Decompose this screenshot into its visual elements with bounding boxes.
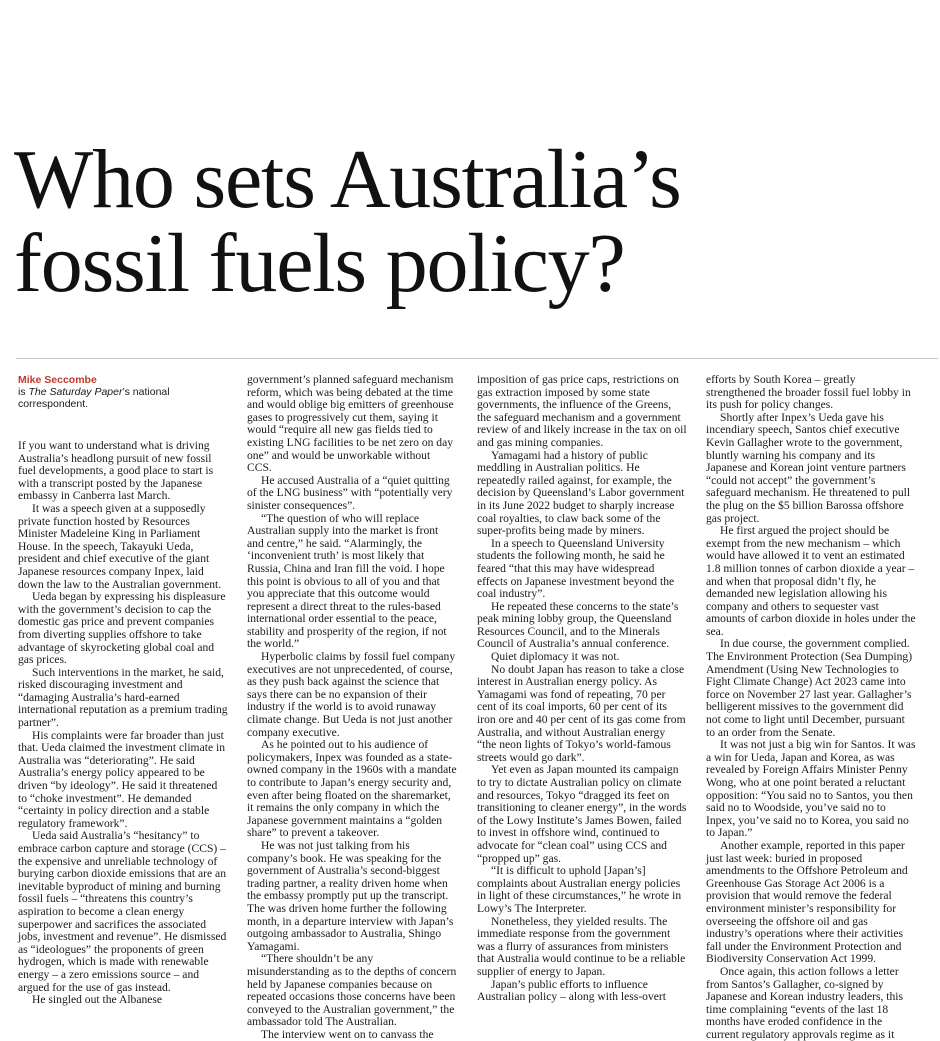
paragraph: Japan’s public efforts to influence Australian policy – along with less-overt	[477, 977, 667, 1004]
paragraph: He first argued the project should be exempt from the new mechanism – which would have allowed it to vent an estimated 1.8 million tonnes of carbon dioxide a year – and when that proposal didn’t fly, he demanded new legislation allowing his company and others to sequester vast amounts of carbon dioxide in holes under the sea.	[706, 524, 916, 638]
paragraph: “There shouldn’t be any misunderstanding as to the depths of concern held by Japanese companies because on repeated occasions those concerns have been conveyed to the Australian government,” the ambassador told The Australian.	[247, 952, 457, 1029]
paragraph: Yamagami had a history of public meddling in Australian politics. He repeatedly railed against, for example, the decision by Queensland’s Labor government in its June 2022 budget to sharply increase coal royalties, to claw back some of the super-profits being made by miners.	[477, 448, 685, 538]
divider-rule	[16, 358, 938, 359]
paragraph: Ueda said Australia’s “hesitancy” to embrace carbon capture and storage (CCS) – the expensive and unreliable technology of burying carbon dioxide emissions that are an inevitable byproduct of mining and burning fossil fuels – “threatens this country’s aspiration to become a clean energy superpower and sacrifices the associated jobs, investment and revenue”. He dismissed as “ideologues” the proponents of green hydrogen, which is made with renewable energy – a zero emissions source – and argued for the use of gas instead.	[18, 829, 227, 994]
paragraph: “The question of who will replace Australian supply into the market is front and centre,” he said. “Alarmingly, the ‘inconvenient truth’ is most likely that Russia, China and Iran fill the void. I hope this point is obvious to all of you and that you appreciate that this outcome would represent a direct threat to the rules-based international order essential to the peace, stability and prosperity of the region, if not the world.”	[247, 511, 447, 651]
paragraph: It was not just a big win for Santos. It was a win for Ueda, Japan and Korea, as was revealed by Foreign Affairs Minister Penny Wong, who at one point berated a reluctant opposition: “You said no to Santos, you then said no to Woodside, you’ve said no to Inpex, you’ve said no to Korea, you said no to Japan.”	[706, 738, 916, 840]
paragraph: If you want to understand what is driving Australia’s headlong pursuit of new fossil fuel developments, a good place to start is with a transcript posted by the Japanese embassy in Canberra last March.	[18, 439, 214, 503]
paragraph: As he pointed out to his audience of policymakers, Inpex was founded as a state-owned company in the 1960s with a mandate to contribute to Japan’s energy security and, even after being floated on the sharemarket, it remains the only company in which the Japanese government maintains a “golden share” to prevent a takeover.	[247, 738, 457, 840]
paragraph: Another example, reported in this paper just last week: buried in proposed amendments to the Offshore Petroleum and Greenhouse Gas Storage Act 2006 is a provision that would remove the federal environment minister’s responsibility for overseeing the offshore oil and gas industry’s operations where their activities fall under the Environment Protection and Biodiversity Conservation Act 1999.	[706, 838, 908, 966]
paragraph: imposition of gas price caps, restrictions on gas extraction imposed by some state governments, the influence of the Greens, the safeguard mechanism and a government review of and likely increase in the tax on oil and gas mining companies.	[477, 373, 687, 449]
headline	[14, 133, 934, 310]
paragraph: Quiet diplomacy it was not.	[491, 650, 620, 664]
paragraph: The interview went on to canvass the	[261, 1027, 434, 1041]
paragraph: No doubt Japan has reason to take a close interest in Australian energy policy. As Yamagami was fond of repeating, 70 per cent of its coal imports, 60 per cent of its iron ore and 40 per cent of its gas come from Australia, and without Australian energy “the neon lights of Tokyo’s world-famous streets would go dark”.	[477, 662, 686, 764]
article-column-2	[247, 374, 457, 1041]
paragraph: It was a speech given at a supposedly private function hosted by Resources Minister Madeleine King in Parliament House. In the speech, Takayuki Ueda, president and chief executive of the giant Japanese resources company Inpex, laid down the law to the Australian government.	[18, 501, 222, 591]
paragraph: He accused Australia of a “quiet quitting of the LNG business” with “potentially very sinister consequences”.	[247, 473, 453, 512]
paragraph: He singled out the Albanese	[32, 993, 163, 1007]
author-name: Mike Seccombe	[18, 374, 97, 386]
paragraph: Ueda began by expressing his displeasure with the government’s decision to cap the domestic gas price and prevent companies from diverting supplies offshore to take advantage of skyrocketing global coal and gas prices.	[18, 590, 226, 667]
paragraph: Shortly after Inpex’s Ueda gave his incendiary speech, Santos chief executive Kevin Gallagher wrote to the government, bluntly warning his company and its Japanese and Korean joint venture partners “could not accept” the government’s safeguard mechanism. He threatened to pull the plug on the $5 billion Barossa offshore gas project.	[706, 410, 911, 525]
byline-post: ’s national correspondent.	[18, 386, 170, 410]
headline-line-2: fossil fuels policy?	[14, 217, 625, 310]
paragraph: In a speech to Queensland University students the following month, he said he feared “that this may have widespread effects on Japanese investment beyond the coal industry”.	[477, 536, 675, 601]
paragraph: Once again, this action follows a letter from Santos’s Gallagher, co-signed by Japanese and Korean industry leaders, this time complaining “events of the last 18 months have eroded confidence in the current regulatory approvals regime as it	[706, 964, 904, 1041]
paragraph: He was not just talking from his company’s book. He was speaking for the government of Australia’s second-biggest trading partner, a reality driven home when the embassy promptly put up the transcript. The was driven home further the following month, in a departure interview with Japan’s outgoing ambassador to Australia, Shingo Yamagami.	[247, 838, 454, 953]
paragraph: “It is difficult to uphold [Japan’s] complaints about Australian energy policies in light of these circumstances,” he wrote in Lowy’s The Interpreter.	[477, 864, 682, 915]
publication-name: The Saturday Paper	[28, 386, 123, 398]
byline	[18, 374, 228, 410]
paragraph: Such interventions in the market, he said, risked discouraging investment and “damaging Australia’s hard-earned international reputation as a premium trading partner”.	[18, 665, 228, 730]
paragraph: His complaints were far broader than just that. Ueda claimed the investment climate in Australia was “deteriorating”. He said Australia’s energy policy appeared to be driven “by ideology”. He said it threatened to “choke investment”. He demanded “certainty in policy direction and a stable regulatory framework”.	[18, 728, 226, 830]
paragraph: Nonetheless, they yielded results. The immediate response from the government was a flurry of assurances from ministers that Australia would continue to be a reliable supplier of energy to Japan.	[477, 914, 686, 978]
article-column-3	[477, 374, 687, 1004]
headline-line-1: Who sets Australia’s	[14, 133, 681, 226]
article-column-1	[18, 374, 228, 1007]
paragraph: Yet even as Japan mounted its campaign to try to dictate Australian policy on climate and resources, Tokyo “dragged its feet on transitioning to cleaner energy”, in the words of the Lowy Institute’s James Bowen, failed to invest in offshore wind, continued to advocate for “clean coal” using CCS and “propped up” gas.	[477, 763, 687, 865]
paragraph: efforts by South Korea – greatly strengthened the broader fossil fuel lobby in its push for policy changes.	[706, 373, 911, 412]
paragraph: government’s planned safeguard mechanism reform, which was being debated at the time and would oblige big emitters of greenhouse gases to progressively cut them, saying it would “require all new gas fields tied to existing LNG facilities to be net zero on day one” and would be unworkable without CCS.	[247, 373, 454, 475]
paragraph: He repeated these concerns to the state’s peak mining lobby group, the Queensland Resources Council, and to the Minerals Council of Australia’s annual conference.	[477, 599, 679, 651]
article-column-4	[706, 374, 916, 1041]
paragraph: In due course, the government complied. The Environment Protection (Sea Dumping) Amendment (Using New Technologies to Fight Climate Change) Act 2023 came into force on November 27 last year. Gallagher’s belligerent missives to the government did not come to light until December, pursuant to an order from the Senate.	[706, 637, 913, 739]
byline-pre: is	[18, 386, 29, 398]
paragraph: Hyperbolic claims by fossil fuel company executives are not unprecedented, of course, as they push back against the science that says there can be no expansion of their industry if the world is to avoid runaway climate change. But Ueda is not just another company executive.	[247, 650, 456, 739]
